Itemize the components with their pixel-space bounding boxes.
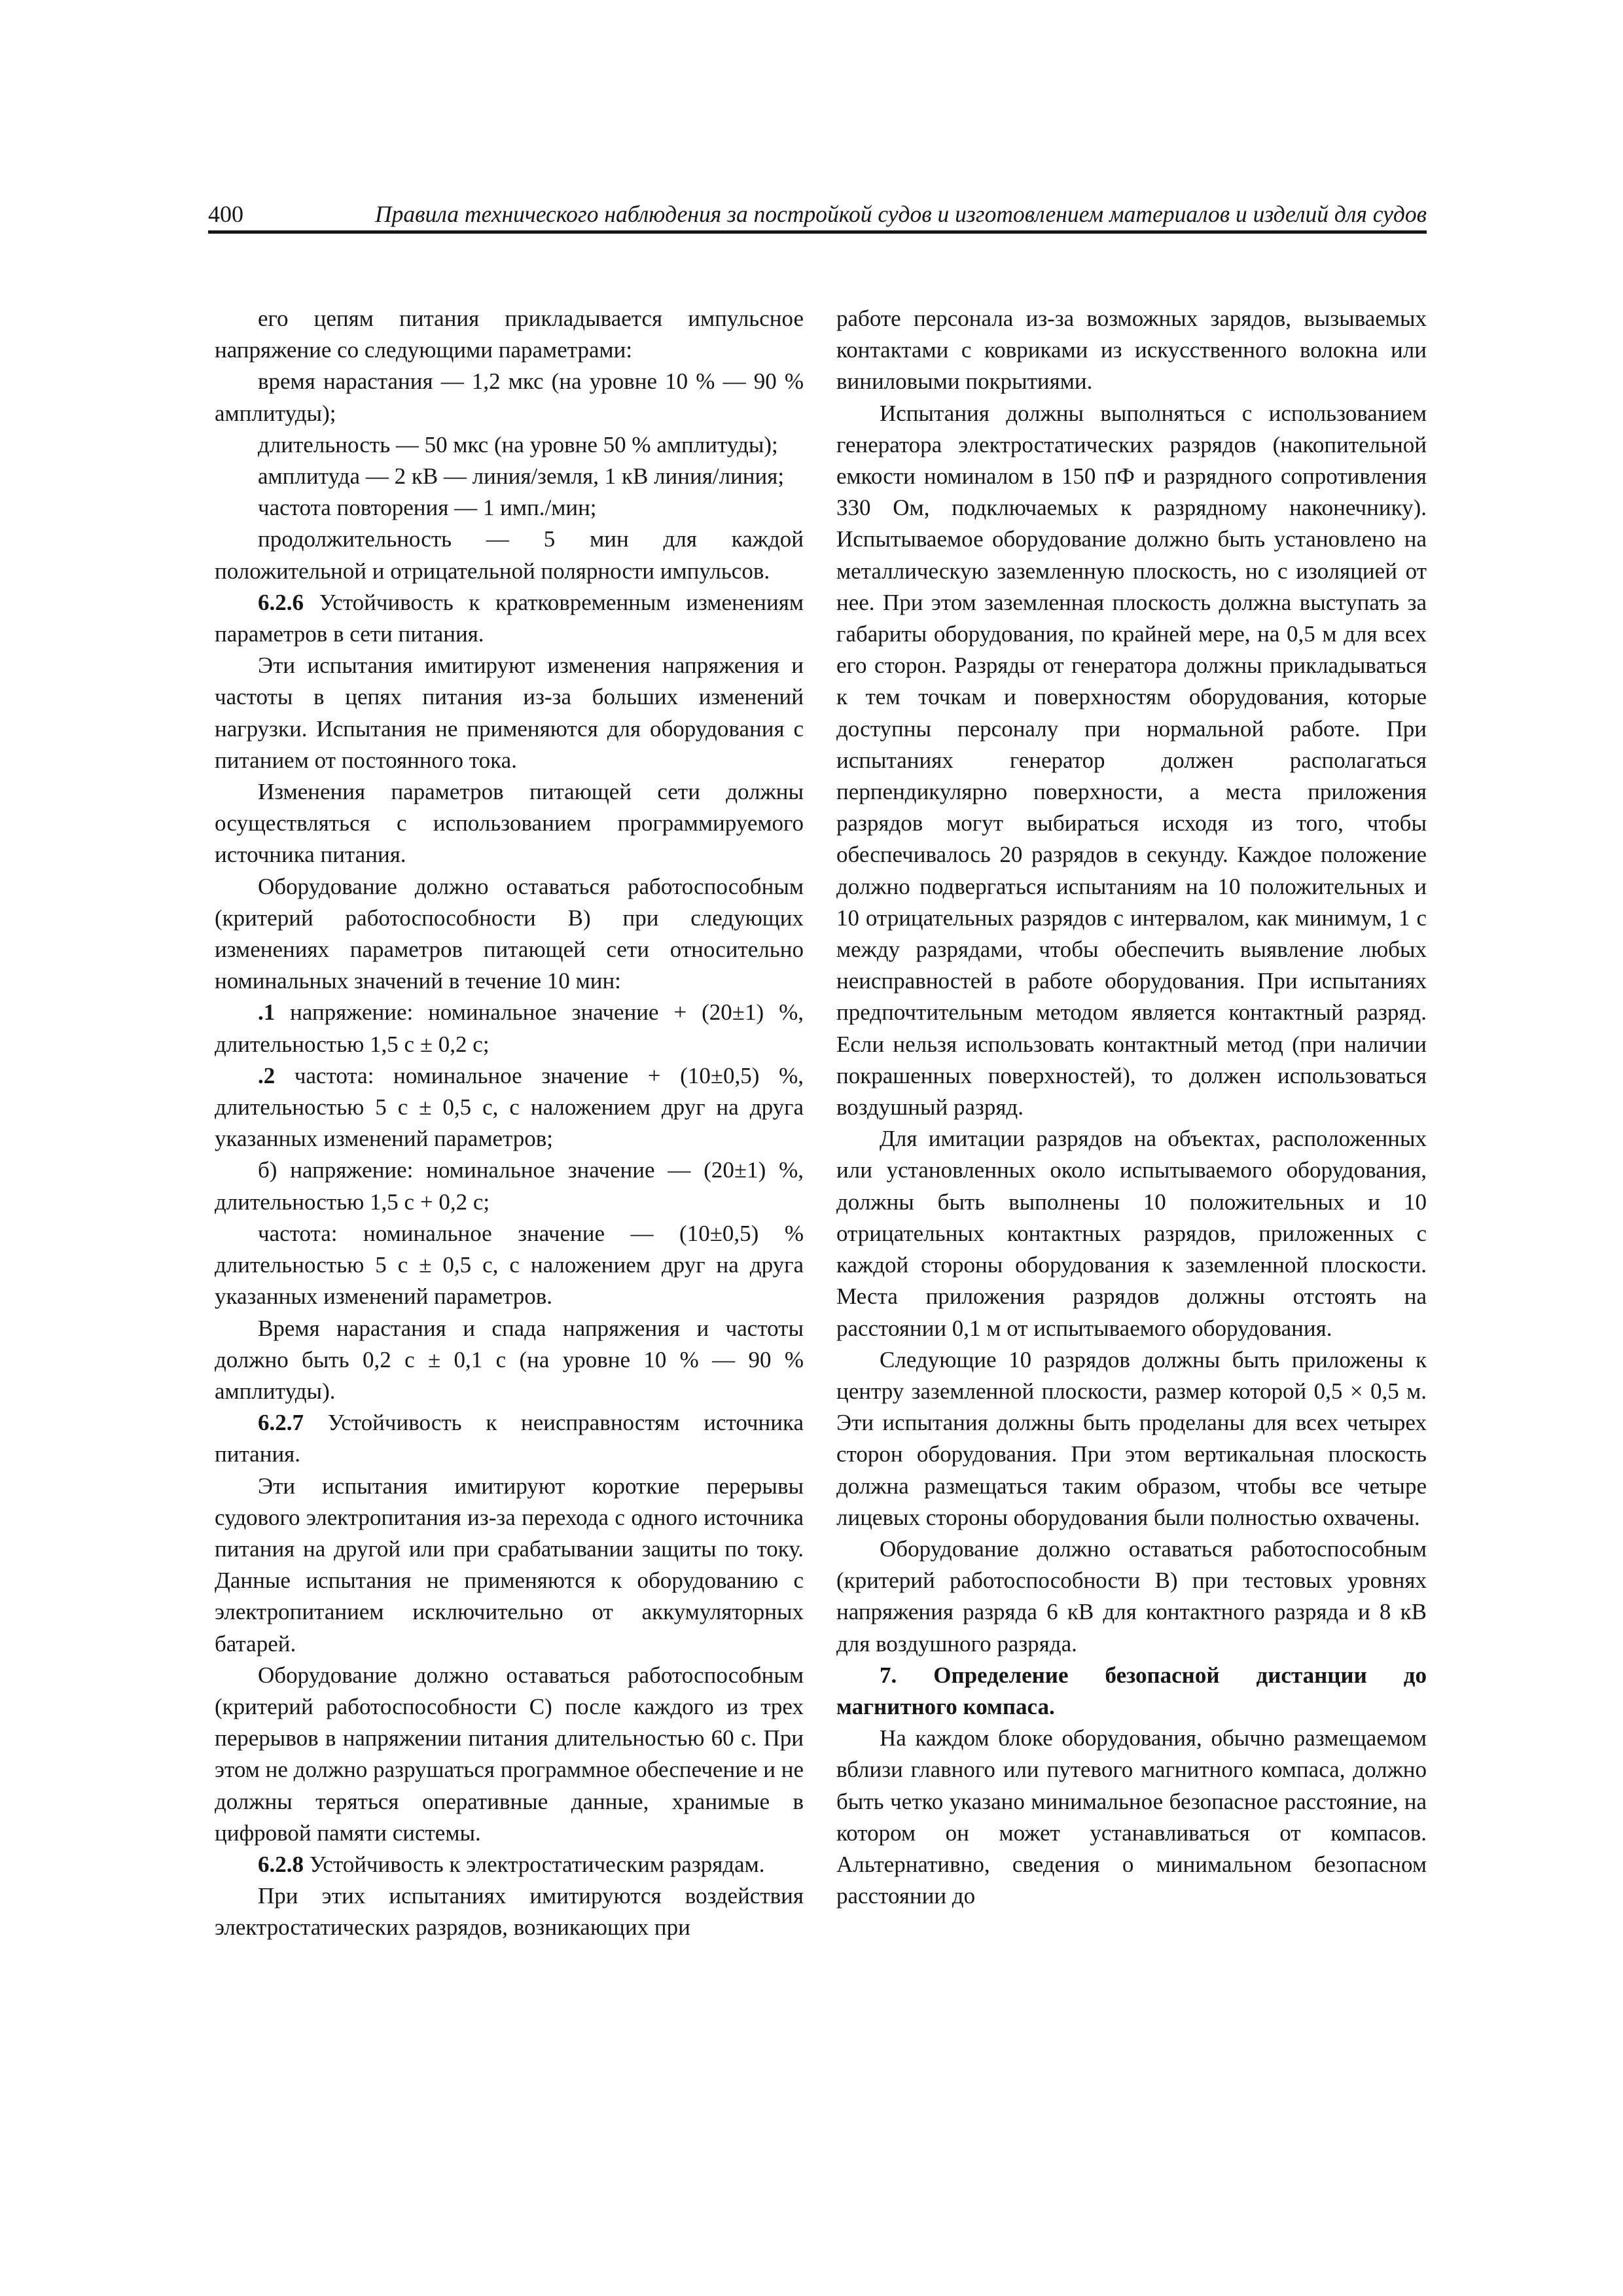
paragraph — [836, 1344, 1427, 1534]
paragraph — [215, 1849, 804, 1880]
clause-number: .1 — [258, 999, 276, 1026]
page-header — [208, 196, 1427, 234]
paragraph-text: время нарастания — 1,2 мкс (на уровне 10 % — 90 % амплитуды); — [215, 368, 804, 426]
paragraph — [215, 1313, 804, 1408]
paragraph — [215, 524, 804, 586]
paragraph — [215, 461, 804, 492]
paragraph — [215, 1218, 804, 1313]
paragraph — [215, 303, 804, 366]
clause-number: 6.2.8 — [258, 1851, 304, 1877]
paragraph-text: Время нарастания и спада напряжения и частоты должно быть 0,2 с ± 0,1 с (на уровне 10 % — 90 % амплитуды). — [215, 1315, 804, 1404]
paragraph-text: Изменения параметров питающей сети должны осуществляться с использованием программируемого источника питания. — [215, 779, 804, 868]
paragraph — [215, 871, 804, 997]
paragraph-text: Оборудование должно оставаться работоспособным (критерий работоспособности B) при следующих изменениях параметров питающей сети относительно номинальных значений в течение 10 мин: — [215, 873, 804, 994]
paragraph-text: частота: номинальное значение + (10±0,5) %, длительностью 5 с ± 0,5 с, с наложением друг на друга указанных изменений параметров; — [215, 1062, 804, 1152]
paragraph — [215, 366, 804, 429]
paragraph — [215, 1471, 804, 1660]
paragraph-text: Устойчивость к кратковременным изменениям параметров в сети питания. — [215, 589, 804, 647]
paragraph — [215, 1060, 804, 1155]
paragraph-text: амплитуда — 2 кВ — линия/земля, 1 кВ линия/линия; — [258, 463, 785, 490]
right-column — [836, 303, 1427, 1912]
paragraph-text: работе персонала из-за возможных зарядов, вызываемых контактами с ковриками из искусственного волокна или виниловыми покрытиями. — [836, 306, 1427, 395]
page-number: 400 — [208, 201, 243, 227]
section-heading — [836, 1660, 1427, 1723]
paragraph-text: Эти испытания имитируют изменения напряжения и частоты в цепях питания из-за больших изменений нагрузки. Испытания не применяются для оборудования с питанием от постоянного тока. — [215, 653, 804, 773]
paragraph — [836, 398, 1427, 1124]
paragraph — [215, 587, 804, 650]
paragraph-text: б) напряжение: номинальное значение — (20±1) %, длительностью 1,5 с + 0,2 с; — [215, 1157, 804, 1215]
running-title: Правила технического наблюдения за постройкой судов и изготовлением материалов и изделий для судов — [375, 201, 1427, 227]
paragraph — [215, 1660, 804, 1849]
paragraph — [215, 1155, 804, 1217]
paragraph — [836, 1123, 1427, 1344]
paragraph-text: 7. Определение безопасной дистанции до магнитного компаса. — [836, 1662, 1427, 1719]
paragraph-text: Эти испытания имитируют короткие перерывы судового электропитания из-за перехода с одного источника питания на другой или при срабатывании защиты по току. Данные испытания не применяются к оборудованию с электропитанием исключительно от аккумуляторных батарей. — [215, 1473, 804, 1657]
paragraph-text: Устойчивость к электростатическим разрядам. — [309, 1851, 765, 1877]
left-column — [215, 303, 804, 1944]
clause-number: .2 — [258, 1062, 276, 1088]
paragraph-text: Оборудование должно оставаться работоспособным (критерий работоспособности C) после каждого из трех перерывов в напряжении питания длительностью 60 с. При этом не должно разрушаться программное обеспечение и не должны теряться оперативные данные, хранимые в цифровой памяти системы. — [215, 1662, 804, 1846]
paragraph-text: Испытания должны выполняться с использованием генератора электростатических разрядов (накопительной емкости номиналом в 150 пФ и разрядного сопротивления 330 Ом, подключаемых к разрядному наконечнику). Испытываемое оборудование должно быть установлено на металлическую заземленную плоскость, но с изоляцией от нее. При этом заземленная плоскость должна выступать за габариты оборудования, по крайней мере, на 0,5 м для всех его сторон. Разряды от генератора должны прикладываться к тем точкам и поверхностям оборудования, которые доступны персоналу при нормальной работе. При испытаниях генератор должен располагаться перпендикулярно поверхности, а места приложения разрядов могут выбираться исходя из того, чтобы обеспечивалось 20 разрядов в секунду. Каждое положение должно подвергаться испытаниям на 10 положительных и 10 отрицательных разрядов с интервалом, как минимум, 1 с между разрядами, чтобы обеспечить выявление любых неисправностей в работе оборудования. При испытаниях предпочтительным методом является контактный разряд. Если нельзя использовать контактный метод (при наличии покрашенных поверхностей), то должен использоваться воздушный разряд. — [836, 400, 1427, 1121]
paragraph-text: частота повторения — 1 имп./мин; — [258, 495, 597, 521]
paragraph-text: На каждом блоке оборудования, обычно размещаемом вблизи главного или путевого магнитного компаса, должно быть четко указано минимальное безопасное расстояние, на котором он может устанавливаться от компасов. Альтернативно, сведения о минимальном безопасном расстоянии до — [836, 1725, 1427, 1909]
paragraph — [215, 997, 804, 1060]
paragraph-text: Устойчивость к неисправностям источника питания. — [215, 1410, 804, 1467]
paragraph-text: частота: номинальное значение — (10±0,5) % длительностью 5 с ± 0,5 с, с наложением друг на друга указанных изменений параметров. — [215, 1220, 804, 1310]
paragraph — [215, 1407, 804, 1470]
paragraph-text: Для имитации разрядов на объектах, расположенных или установленных около испытываемого оборудования, должны быть выполнены 10 положительных и 10 отрицательных контактных разрядов, приложенных с каждой стороны оборудования к заземленной плоскости. Места приложения разрядов должны отстоять на расстоянии 0,1 м от испытываемого оборудования. — [836, 1126, 1427, 1341]
paragraph-text: его цепям питания прикладывается импульсное напряжение со следующими параметрами: — [215, 306, 804, 363]
paragraph-text: Оборудование должно оставаться работоспособным (критерий работоспособности B) при тестовых уровнях напряжения разряда 6 кВ для контактного разряда и 8 кВ для воздушного разряда. — [836, 1535, 1427, 1657]
paragraph — [836, 1534, 1427, 1660]
paragraph-text: длительность — 50 мкс (на уровне 50 % амплитуды); — [258, 431, 778, 457]
paragraph — [836, 1723, 1427, 1912]
paragraph — [215, 1880, 804, 1943]
paragraph-text: напряжение: номинальное значение + (20±1) %, длительностью 1,5 с ± 0,2 с; — [215, 999, 804, 1057]
paragraph-text: При этих испытаниях имитируются воздействия электростатических разрядов, возникающих при — [215, 1883, 804, 1941]
paragraph — [215, 429, 804, 461]
clause-number: 6.2.6 — [258, 589, 304, 615]
paragraph — [836, 303, 1427, 398]
paragraph — [215, 492, 804, 524]
paragraph — [215, 650, 804, 776]
paragraph-text: Следующие 10 разрядов должны быть приложены к центру заземленной плоскости, размер которой 0,5 × 0,5 м. Эти испытания должны быть проделаны для всех четырех сторон оборудования. При этом вертикальная плоскость должна размещаться таким образом, чтобы все четыре лицевых стороны оборудования были полностью охвачены. — [836, 1346, 1427, 1530]
clause-number: 6.2.7 — [258, 1410, 304, 1436]
paragraph — [215, 776, 804, 871]
header-rule — [208, 230, 1427, 234]
paragraph-text: продолжительность — 5 мин для каждой положительной и отрицательной полярности импульсов. — [215, 526, 804, 584]
